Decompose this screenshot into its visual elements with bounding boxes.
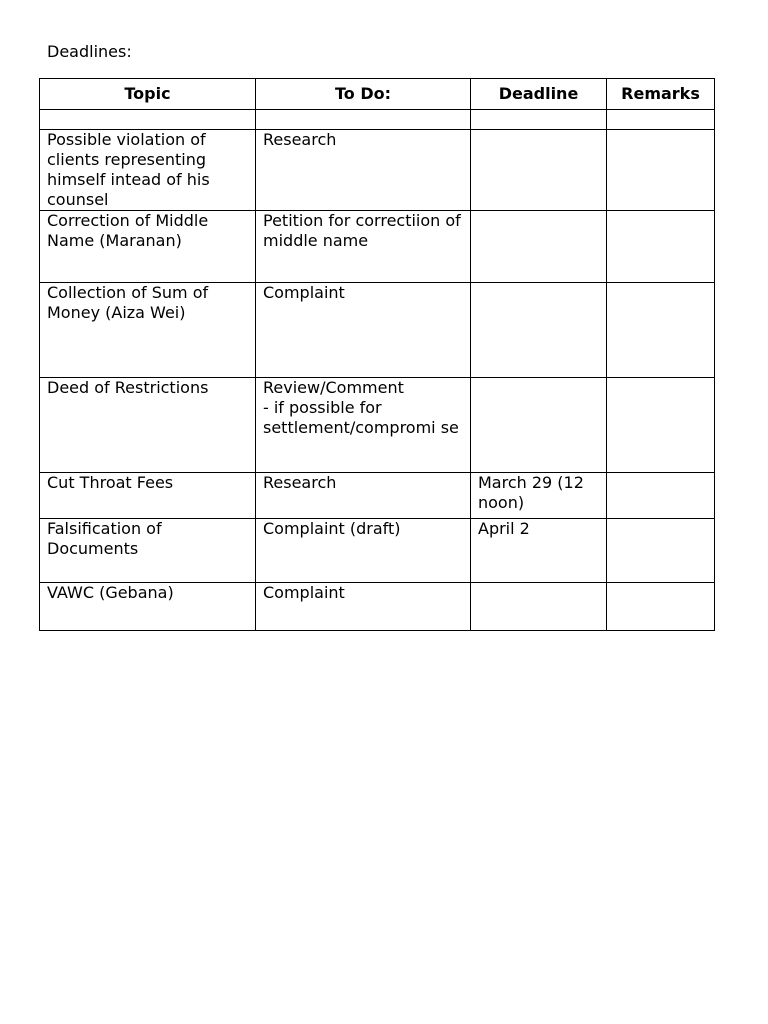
remarks-cell (607, 473, 715, 519)
topic-cell (40, 110, 256, 130)
column-header-topic: Topic (40, 79, 256, 110)
remarks-cell (607, 130, 715, 211)
remarks-cell (607, 378, 715, 473)
table-row (40, 583, 715, 631)
topic-cell: Collection of Sum of Money (Aiza Wei) (40, 283, 256, 378)
deadline-cell (471, 378, 607, 473)
todo-cell: Petition for correctiion of middle name (256, 211, 471, 283)
table-row (40, 110, 715, 130)
todo-cell: Complaint (256, 283, 471, 378)
document-heading: Deadlines: (47, 42, 132, 61)
remarks-cell (607, 211, 715, 283)
todo-cell: Complaint (256, 583, 471, 631)
deadline-cell: April 2 (471, 519, 607, 583)
todo-cell: Complaint (draft) (256, 519, 471, 583)
table-row (40, 283, 715, 378)
topic-cell: Possible violation of clients representing himself intead of his counsel (40, 130, 256, 211)
topic-cell: Falsification of Documents (40, 519, 256, 583)
remarks-cell (607, 583, 715, 631)
remarks-cell (607, 283, 715, 378)
deadline-cell: March 29 (12 noon) (471, 473, 607, 519)
remarks-cell (607, 519, 715, 583)
topic-cell: Cut Throat Fees (40, 473, 256, 519)
column-header-todo: To Do: (256, 79, 471, 110)
table-row (40, 130, 715, 211)
table-row (40, 519, 715, 583)
todo-cell: Review/Comment - if possible for settlement/compromi se (256, 378, 471, 473)
column-header-remarks: Remarks (607, 79, 715, 110)
todo-cell (256, 110, 471, 130)
topic-cell: Deed of Restrictions (40, 378, 256, 473)
deadline-cell (471, 211, 607, 283)
table-row (40, 378, 715, 473)
topic-cell: Correction of Middle Name (Maranan) (40, 211, 256, 283)
table-header-row (40, 79, 715, 110)
deadlines-table (39, 78, 715, 631)
table-row (40, 473, 715, 519)
deadline-cell (471, 583, 607, 631)
deadline-cell (471, 130, 607, 211)
column-header-deadline: Deadline (471, 79, 607, 110)
topic-cell: VAWC (Gebana) (40, 583, 256, 631)
remarks-cell (607, 110, 715, 130)
todo-cell: Research (256, 473, 471, 519)
deadline-cell (471, 110, 607, 130)
todo-cell: Research (256, 130, 471, 211)
deadline-cell (471, 283, 607, 378)
table-row (40, 211, 715, 283)
